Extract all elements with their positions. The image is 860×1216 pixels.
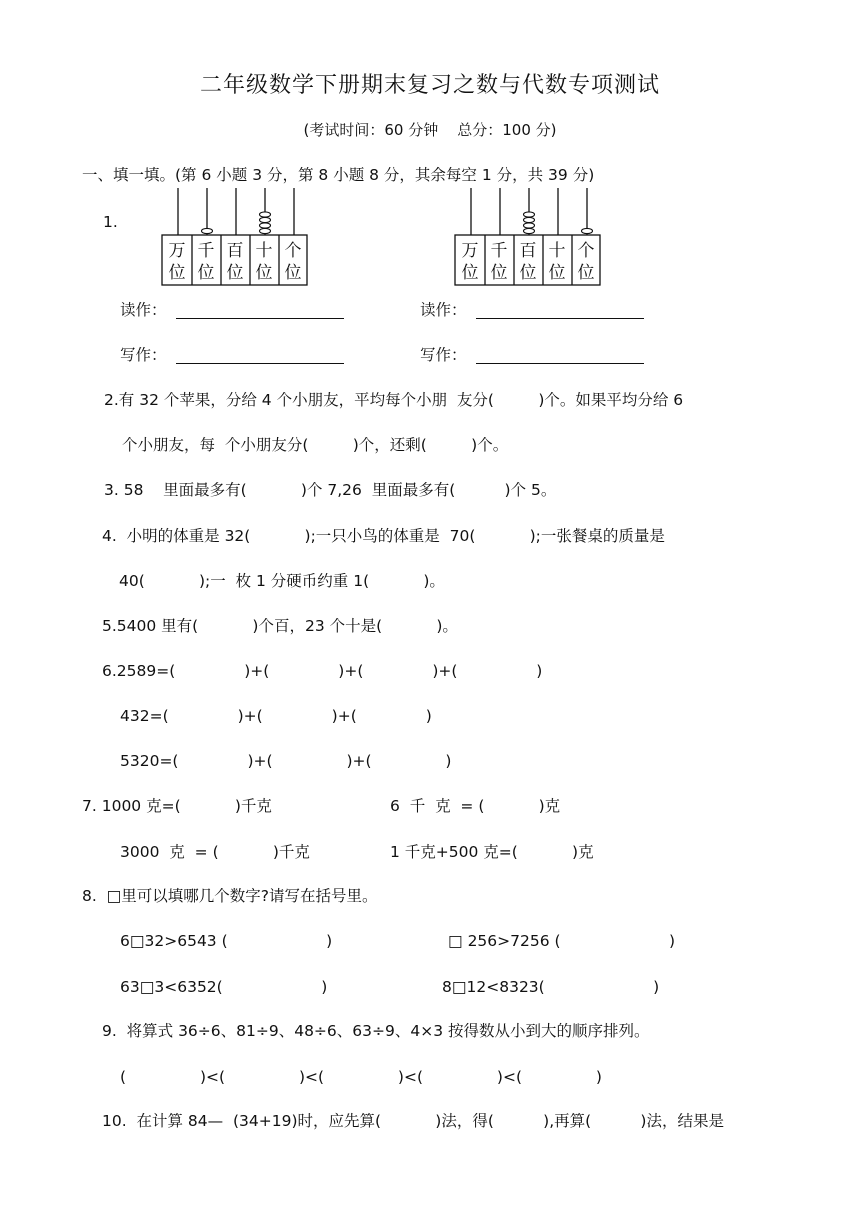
read-label-right: 读作：	[420, 301, 467, 319]
place-label-shi: 十	[255, 241, 273, 261]
abacus-left	[160, 188, 310, 288]
question-6-line-3: 5320=( )+( )+( )	[120, 752, 452, 770]
place-label-qian-wei: 位	[197, 263, 215, 283]
place-label-ge-wei: 位	[284, 263, 302, 283]
question-9-prompt: 9. 将算式 36÷6、81÷9、48÷6、63÷9、4×3 按得数从小到大的顺序排列。	[102, 1022, 650, 1040]
bead	[524, 217, 535, 222]
bead	[260, 212, 271, 217]
page-title: 二年级数学下册期末复习之数与代数专项测试	[199, 73, 660, 98]
bead	[260, 217, 271, 222]
question-5: 5.5400 里有( )个百，23 个十是( )。	[102, 617, 458, 635]
place-label-shi-wei: 位	[255, 263, 273, 283]
bead	[260, 228, 271, 233]
question-6-line-2: 432=( )+( )+( )	[120, 707, 432, 725]
question-7-line-2-right: 1 千克+500 克=( )克	[390, 843, 594, 861]
place-label-shi: 十	[548, 241, 566, 261]
question-10-line-1: 10. 在计算 84— (34+19)时，应先算( )法，得( ),再算( )法，结果是	[102, 1112, 724, 1130]
question-8-item-b: □ 256>7256 ( )	[448, 932, 676, 950]
bead	[524, 212, 535, 217]
read-answer-line-left[interactable]	[176, 318, 344, 319]
place-label-wan-wei: 位	[168, 263, 186, 283]
bead	[582, 228, 593, 233]
place-label-qian: 千	[197, 241, 215, 261]
place-label-wan: 万	[168, 241, 186, 261]
place-label-bai-wei: 位	[519, 263, 537, 283]
write-answer-line-right[interactable]	[476, 363, 644, 364]
bead	[524, 228, 535, 233]
place-label-shi-wei: 位	[548, 263, 566, 283]
question-3: 3. 58 里面最多有( )个 7,26 里面最多有( )个 5。	[104, 481, 557, 499]
abacus-right	[453, 188, 603, 288]
read-answer-line-right[interactable]	[476, 318, 644, 319]
place-label-wan: 万	[461, 241, 479, 261]
question-4-line-2: 40( );一 枚 1 分硬币约重 1( )。	[119, 572, 445, 590]
question-2-line-2: 个小朋友，每 个小朋友分( )个，还剩( )个。	[122, 436, 509, 454]
place-label-qian: 千	[490, 241, 508, 261]
question-9-answer-row: ( )<( )<( )<( )<( )	[120, 1068, 602, 1086]
bead	[524, 223, 535, 228]
write-label-right: 写作：	[420, 346, 467, 364]
place-label-bai: 百	[226, 241, 244, 261]
question-8-item-a: 6□32>6543 ( )	[120, 932, 333, 950]
place-label-ge: 个	[284, 241, 302, 261]
page-subtitle: (考试时间：60 分钟 总分：100 分)	[303, 121, 557, 139]
read-label-left: 读作：	[120, 301, 167, 319]
question-7-line-1-right: 6 千 克 = ( )克	[390, 797, 561, 815]
place-label-qian-wei: 位	[490, 263, 508, 283]
place-label-ge: 个	[577, 241, 595, 261]
section-heading: 一、填一填。(第 6 小题 3 分，第 8 小题 8 分，其余每空 1 分，共 39 分)	[82, 166, 595, 184]
question-8-item-d: 8□12<8323( )	[442, 978, 660, 996]
abacus-left-rods	[178, 188, 294, 235]
question-8-prompt: 8. □里可以填哪几个数字?请写在括号里。	[82, 887, 378, 905]
question-7-line-2-left: 3000 克 = ( )千克	[120, 843, 310, 861]
write-answer-line-left[interactable]	[176, 363, 344, 364]
place-label-bai: 百	[519, 241, 537, 261]
place-label-wan-wei: 位	[461, 263, 479, 283]
write-label-left: 写作：	[120, 346, 167, 364]
question-8-item-c: 63□3<6352( )	[120, 978, 328, 996]
question-7-line-1-left: 7. 1000 克=( )千克	[82, 797, 272, 815]
question-2-line-1: 2.有 32 个苹果，分给 4 个小朋友，平均每个小朋 友分( )个。如果平均分给 6	[104, 391, 684, 409]
bead	[260, 223, 271, 228]
place-label-ge-wei: 位	[577, 263, 595, 283]
place-label-bai-wei: 位	[226, 263, 244, 283]
question-6-line-1: 6.2589=( )+( )+( )+( )	[102, 662, 543, 680]
question-4-line-1: 4. 小明的体重是 32( );一只小鸟的体重是 70( );一张餐桌的质量是	[102, 527, 665, 545]
bead	[202, 228, 213, 233]
question-1-number: 1.	[103, 213, 118, 231]
